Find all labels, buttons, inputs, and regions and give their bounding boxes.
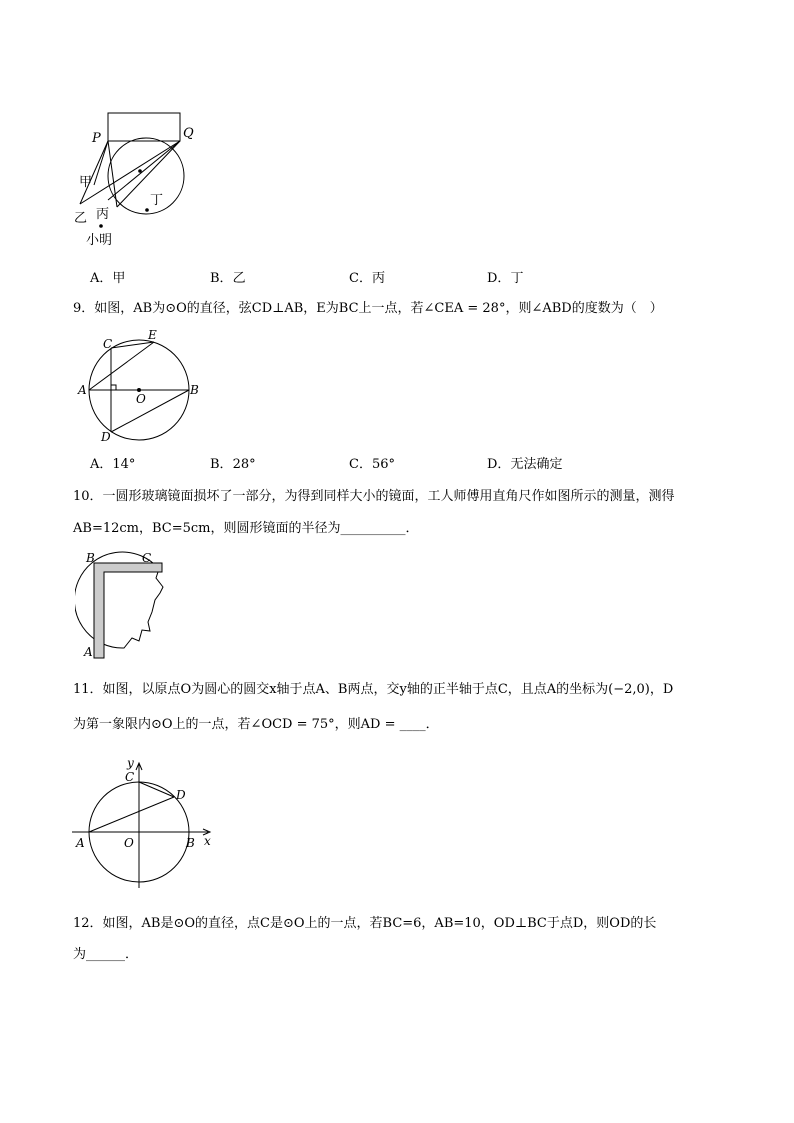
q10-figure <box>75 548 185 660</box>
q11-label-o: O <box>124 836 134 850</box>
q11-label-y: y <box>127 756 134 770</box>
q9-label-o: O <box>136 392 146 406</box>
q8-option-d: D．丁 <box>487 271 524 286</box>
q11-label-b: B <box>186 836 195 850</box>
q11-label-c: C <box>125 770 135 784</box>
q9-option-b: B．28° <box>210 457 256 472</box>
q9-label-b: B <box>190 383 199 397</box>
q9-label-c: C <box>103 337 113 351</box>
q8-line-p-jia <box>94 141 108 185</box>
q9-figure <box>75 325 205 445</box>
q10-label-b: B <box>86 551 95 565</box>
q9-label-e: E <box>148 328 157 342</box>
q9-label-d: D <box>101 430 111 444</box>
q8-label-xiaoming: 小明 <box>86 233 113 248</box>
q10-line2: AB=12cm，BC=5cm，则圆形镜面的半径为__________． <box>73 521 419 536</box>
q9-option-c: C．56° <box>349 457 395 472</box>
q8-figure <box>60 105 220 255</box>
q11-label-x: x <box>204 834 211 848</box>
q11-line2: 为第一象限内⊙O上的一点，若∠OCD = 75°，则AD = ____． <box>73 717 439 732</box>
q9-right-angle-mark <box>111 385 116 390</box>
q9-stem: 9．如图，AB为⊙O的直径，弦CD⊥AB，E为BC上一点，若∠CEA = 28°，则∠ABD的度数为（ ） <box>73 301 663 316</box>
q8-line-p-bing <box>108 141 117 207</box>
q8-line-q-bing <box>117 141 180 207</box>
q8-line-q-yi <box>80 141 180 204</box>
q8-option-a: A．甲 <box>90 271 126 286</box>
q10-label-c: C <box>142 551 152 565</box>
q8-ding-dot <box>145 208 149 212</box>
q8-rectangle <box>108 113 180 141</box>
q8-label-ding: 丁 <box>150 193 164 208</box>
q8-option-c: C．丙 <box>349 271 385 286</box>
q11-figure <box>65 752 225 892</box>
q8-xiaoming-dot <box>99 224 103 228</box>
q9-option-d: D．无法确定 <box>487 457 563 472</box>
q8-option-b: B．乙 <box>210 271 246 286</box>
q11-line-cd <box>139 782 174 797</box>
q8-label-q: Q <box>183 126 194 141</box>
q12-line1: 12．如图，AB是⊙O的直径，点C是⊙O上的一点，若BC=6，AB=10，OD⊥BC于点D，则OD的长 <box>73 916 657 931</box>
q11-label-d: D <box>176 788 186 802</box>
q8-label-bing: 丙 <box>96 207 110 222</box>
q11-label-a: A <box>76 836 85 850</box>
q9-option-a: A．14° <box>90 457 136 472</box>
q8-label-jia: 甲 <box>79 175 93 190</box>
q8-line-p-yi <box>80 141 108 204</box>
q8-label-yi: 乙 <box>74 211 88 226</box>
q12-line2: 为______． <box>73 947 139 962</box>
q11-line-ad <box>89 797 174 832</box>
q10-label-a: A <box>84 645 93 659</box>
q10-line1: 10．一圆形玻璃镜面损坏了一部分，为得到同样大小的镜面，工人师傅用直角尺作如图所示的测量，测得 <box>73 489 675 504</box>
q8-center-dot <box>138 169 142 173</box>
q11-line1: 11．如图，以原点O为圆心的圆交x轴于点A、B两点，交y轴的正半轴于点C，且点A的坐标为(−2,0)，D <box>73 682 674 697</box>
q8-label-p: P <box>92 131 101 146</box>
q9-line-bd <box>111 390 189 432</box>
q9-label-a: A <box>78 383 87 397</box>
q9-line-ea <box>89 342 154 390</box>
